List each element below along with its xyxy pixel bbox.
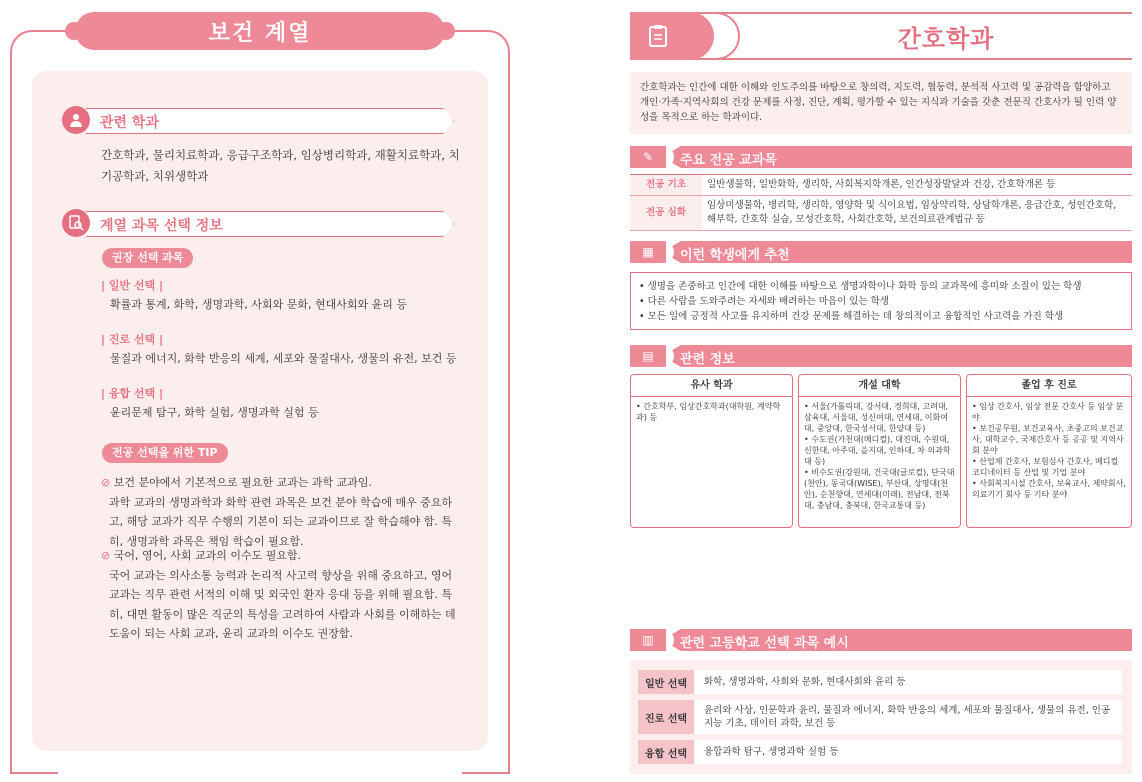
recommend-heading-text: 이런 학생에게 추천 xyxy=(680,248,790,263)
list-item: • 보건공무원, 보건교육사, 초중고의 보건교사, 대학교수, 국제간호사 등 공공 및 지역사회 분야 xyxy=(972,424,1124,455)
left-page-frame-bottom xyxy=(10,772,510,774)
left-title-text: 보건 계열 xyxy=(208,20,312,46)
list-item: • 사회복지시설 간호사, 보육교사, 제약회사, 의료기기 회사 등 기타 분야 xyxy=(972,479,1126,499)
hs-row-label: 일반 선택 xyxy=(638,670,694,694)
career-select-label: | 진로 선택 | xyxy=(101,333,164,346)
related-dept-heading-text: 관련 학과 xyxy=(100,115,159,131)
hs-row-general xyxy=(638,670,1122,694)
recommended-courses-pill: 권장 선택 과목 xyxy=(102,248,193,268)
list-item: • 다른 사람을 도와주려는 자세와 배려하는 마음이 있는 학생 xyxy=(639,296,890,307)
universities-head: 개설 대학 xyxy=(799,375,960,397)
hs-row-career xyxy=(638,700,1122,734)
tip-2-body: 국어 교과는 의사소통 능력과 논리적 사고력 향상을 위해 중요하고, 영어 교과는 직무 관련 서적의 이해 및 외국인 환자 응대 등을 위해 필요함. 특히, 대면 활동이 많은 직군의 특성을 고려하여 사람과 사회를 이해하는 데 도움이 되는 사회 교과, 윤리 교과의 이수도 권장함. xyxy=(109,568,456,640)
tip-bullet-icon: ⊘ xyxy=(101,476,114,489)
pencil-note-icon: ✎ xyxy=(630,146,666,168)
career-head: 졸업 후 진로 xyxy=(967,375,1131,397)
hs-row-label: 진로 선택 xyxy=(638,700,694,734)
similar-dept-head: 유사 학과 xyxy=(631,375,792,397)
related-info-heading-text: 관련 정보 xyxy=(680,352,735,367)
major-courses-heading-text: 주요 전공 교과목 xyxy=(680,153,777,168)
list-item: • 비수도권(강원대, 건국대(글로컬), 단국대(천안), 동국대(WISE), 부산대, 상명대(천안), 순천향대, 연세대(미래), 전남대, 전북대, 충남대, 충북대, 한국교통대 등) xyxy=(804,468,955,510)
tip-bullet-icon: ⊘ xyxy=(101,549,114,562)
universities-list xyxy=(799,397,960,515)
dept-intro: 간호학과는 인간에 대한 이해와 인도주의를 바탕으로 창의력, 지도력, 협동력, 분석적 사고력 및 공감력을 함양하고 개인·가족·지역사회의 건강 문제를 사정, 진단, 계획, 평가할 수 있는 지식과 기술을 갖춘 전문직 간호사가 될 인력 양성을 목적으로 하는 학과이다. xyxy=(630,72,1132,134)
list-item: • 서울(가톨릭대, 강서대, 경희대, 고려대, 삼육대, 서울대, 성신여대, 연세대, 이화여대, 중앙대, 한국성서대, 한양대 등) xyxy=(804,402,949,433)
tip-2 xyxy=(101,546,463,644)
related-dept-heading xyxy=(62,108,454,134)
table-row xyxy=(630,196,1132,231)
tip-pill: 전공 선택을 위한 TIP xyxy=(102,443,228,463)
list-item: • 모든 일에 긍정적 사고를 유지하며 건강 문제를 해결하는 데 창의적이고 융합적인 사고력을 가진 학생 xyxy=(639,311,1064,322)
universities-column xyxy=(798,374,961,528)
fusion-select-label: | 융합 선택 | xyxy=(101,387,164,400)
document-search-icon xyxy=(62,209,90,237)
career-list xyxy=(967,397,1131,504)
general-select-text: 확률과 통계, 화학, 생명과학, 사회와 문화, 현대사회와 윤리 등 xyxy=(110,298,407,311)
tip-1-body: 과학 교과의 생명과학과 화학 관련 과목은 보건 분야 학습에 매우 중요하고, 해당 교과가 직무 수행의 기본이 되는 교과이므로 잘 학습해야 함. 특히, 생명과학 과목은 책임 학습이 필요함. xyxy=(109,495,453,548)
right-page-header xyxy=(630,12,1132,60)
table-row xyxy=(630,175,1132,196)
list-item: • 생명을 존중하고 인간에 대한 이해를 바탕으로 생명과학이나 화학 등의 교과목에 흥미와 소질이 있는 학생 xyxy=(639,281,1082,292)
calendar-icon: ▦ xyxy=(630,241,666,263)
hs-row-text: 융합과학 탐구, 생명과학 실험 등 xyxy=(704,746,839,758)
row-text: 임상미생물학, 병리학, 생리학, 영양학 및 식이요법, 임상약리학, 상담학개론, 응급간호, 성인간호학, 해부학, 간호학 실습, 모성간호학, 사회간호학, 보건의료관계법규 등 xyxy=(702,196,1132,231)
left-page-title xyxy=(75,12,445,50)
row-label: 전공 심화 xyxy=(630,196,702,231)
list-item: • 임상 간호사, 임상 전문 간호사 등 임상 분야 xyxy=(972,402,1124,422)
similar-dept-column xyxy=(630,374,793,528)
list-item: • 산업체 간호사, 보험심사 간호사, 메디컬 코디네이터 등 산업 및 기업 분야 xyxy=(972,457,1119,477)
hs-courses-heading-text: 관련 고등학교 선택 과목 예시 xyxy=(680,636,849,651)
clipboard-icon xyxy=(630,12,685,60)
right-page-title: 간호학과 xyxy=(897,25,995,53)
related-info-heading xyxy=(630,345,1132,367)
hs-row-label: 융합 선택 xyxy=(638,740,694,764)
course-info-heading-text: 계열 과목 선택 정보 xyxy=(100,218,223,234)
hs-courses-heading xyxy=(630,629,1132,651)
major-courses-heading xyxy=(630,146,1132,168)
hs-row-text: 윤리와 사상, 인문학과 윤리, 물질과 에너지, 화학 반응의 세계, 세포와 물질대사, 생물의 유전, 인공지능 기초, 데이터 과학, 보건 등 xyxy=(704,705,1111,729)
major-courses-table xyxy=(630,174,1132,231)
course-info-heading xyxy=(62,211,454,237)
general-select-label: | 일반 선택 | xyxy=(101,279,164,292)
hs-row-text: 화학, 생명과학, 사회와 문화, 현대사회와 윤리 등 xyxy=(704,676,906,688)
career-select-text: 물질과 에너지, 화학 반응의 세계, 세포와 물질대사, 생물의 유전, 보건 등 xyxy=(110,352,457,365)
info-card-icon: ▤ xyxy=(630,345,666,367)
row-text: 일반생물학, 일반화학, 생리학, 사회복지학개론, 인간성장발달과 건강, 간호학개론 등 xyxy=(702,175,1132,196)
recommend-heading xyxy=(630,241,1132,263)
tip-1-title: 보건 분야에서 기본적으로 필요한 교과는 과학 교과임. xyxy=(113,476,372,489)
recommend-list xyxy=(630,272,1132,330)
career-column xyxy=(966,374,1132,528)
row-label: 전공 기초 xyxy=(630,175,702,196)
tip-2-title: 국어, 영어, 사회 교과의 이수도 필요함. xyxy=(113,549,302,562)
tip-1 xyxy=(101,473,463,551)
fusion-select-text: 윤리문제 탐구, 화학 실험, 생명과학 실험 등 xyxy=(110,406,319,419)
hs-row-fusion xyxy=(638,740,1122,764)
list-item: • 수도권(가천대(메디컬), 대진대, 수원대, 신한대, 아주대, 을지대, 인하대, 차 의과학대 등) xyxy=(804,435,951,466)
book-icon: ▥ xyxy=(630,629,666,651)
related-dept-text: 간호학과, 물리치료학과, 응급구조학과, 임상병리학과, 재활치료학과, 치기공학과, 치위생학과 xyxy=(101,148,460,183)
similar-dept-text: • 간호학부, 임상간호학과(대학원, 계약학과) 등 xyxy=(636,402,781,422)
people-icon xyxy=(62,106,90,134)
